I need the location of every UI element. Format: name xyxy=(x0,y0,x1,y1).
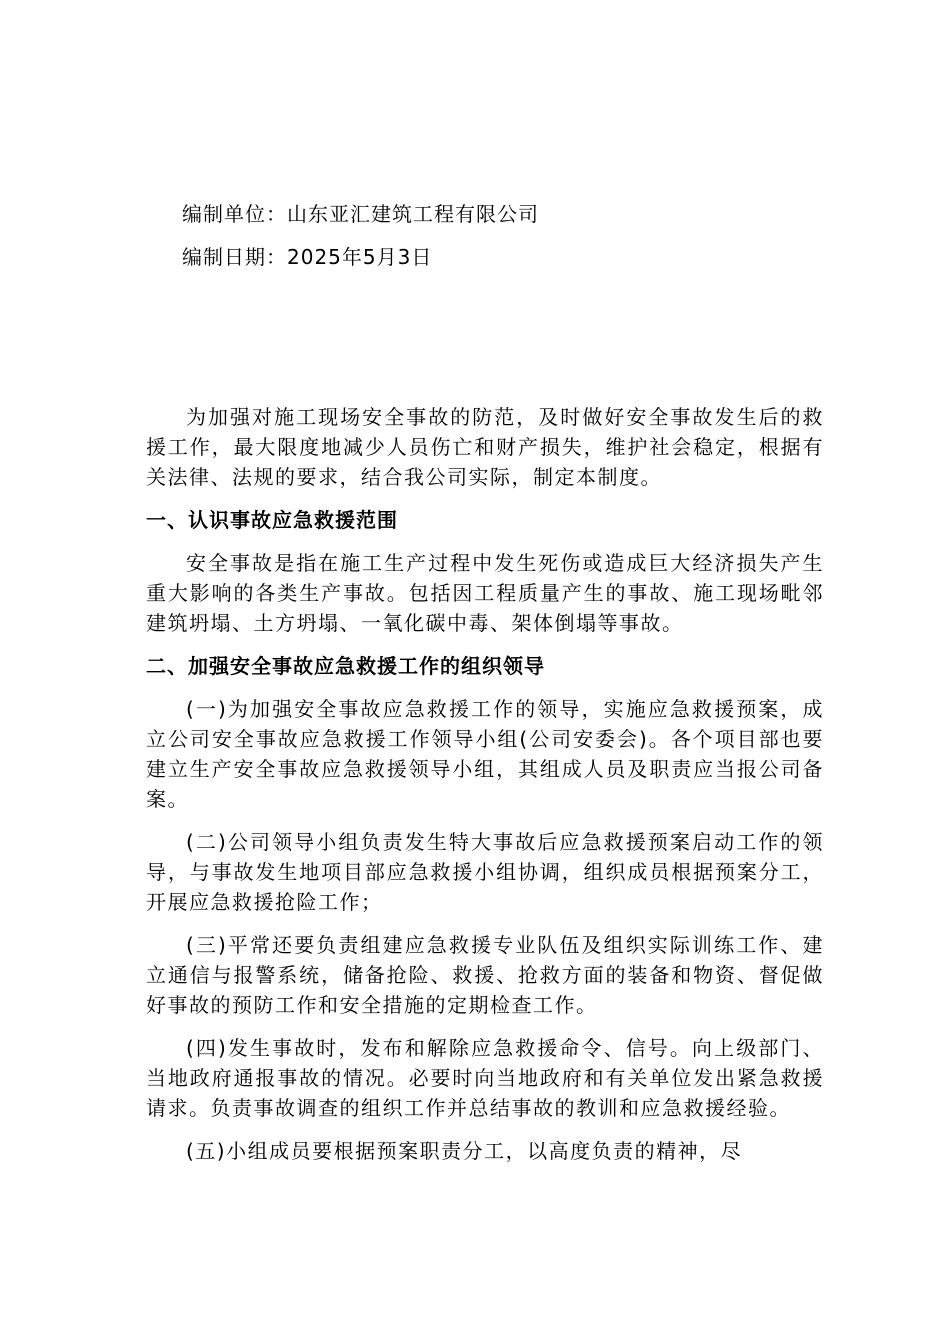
section-2-item-2: (二)公司领导小组负责发生特大事故后应急救援预案启动工作的领导，与事故发生地项目部应急救援小组协调，组织成员根据预案分工，开展应急救援抢险工作； xyxy=(146,830,824,914)
section-heading-2: 二、加强安全事故应急救援工作的组织领导 xyxy=(146,654,545,678)
section-2-item-5: (五)小组成员要根据预案职责分工，以高度负责的精神，尽 xyxy=(186,1139,743,1163)
section-2-item-4: (四)发生事故时，发布和解除应急救援命令、信号。向上级部门、当地政府通报事故的情况。必要时向当地政府和有关单位发出紧急救援请求。负责事故调查的组织工作并总结事故的教训和应急救援经验。 xyxy=(146,1036,824,1120)
document-body xyxy=(146,402,824,1179)
section-1-paragraph: 安全事故是指在施工生产过程中发生死伤或造成巨大经济损失产生重大影响的各类生产事故。包括因工程质量产生的事故、施工现场毗邻建筑坍塌、土方坍塌、一氧化碳中毒、架体倒塌等事故。 xyxy=(146,551,824,635)
compiled-date-line: 编制日期：2025年5月3日 xyxy=(182,245,433,269)
section-2-item-1: (一)为加强安全事故应急救援工作的领导，实施应急救援预案，成立公司安全事故应急救援工作领导小组(公司安委会)。各个项目部也要建立生产安全事故应急救援领导小组，其组成人员及职责应当报公司备案。 xyxy=(146,697,824,811)
intro-paragraph: 为加强对施工现场安全事故的防范，及时做好安全事故发生后的救援工作，最大限度地减少人员伤亡和财产损失，维护社会稳定，根据有关法律、法规的要求，结合我公司实际，制定本制度。 xyxy=(146,405,824,489)
section-heading-1: 一、认识事故应急救援范围 xyxy=(146,508,398,532)
compiled-by-line: 编制单位：山东亚汇建筑工程有限公司 xyxy=(182,202,539,226)
section-2-item-3: (三)平常还要负责组建应急救援专业队伍及组织实际训练工作、建立通信与报警系统，储备抢险、救援、抢救方面的装备和物资、督促做好事故的预防工作和安全措施的定期检查工作。 xyxy=(146,933,824,1017)
